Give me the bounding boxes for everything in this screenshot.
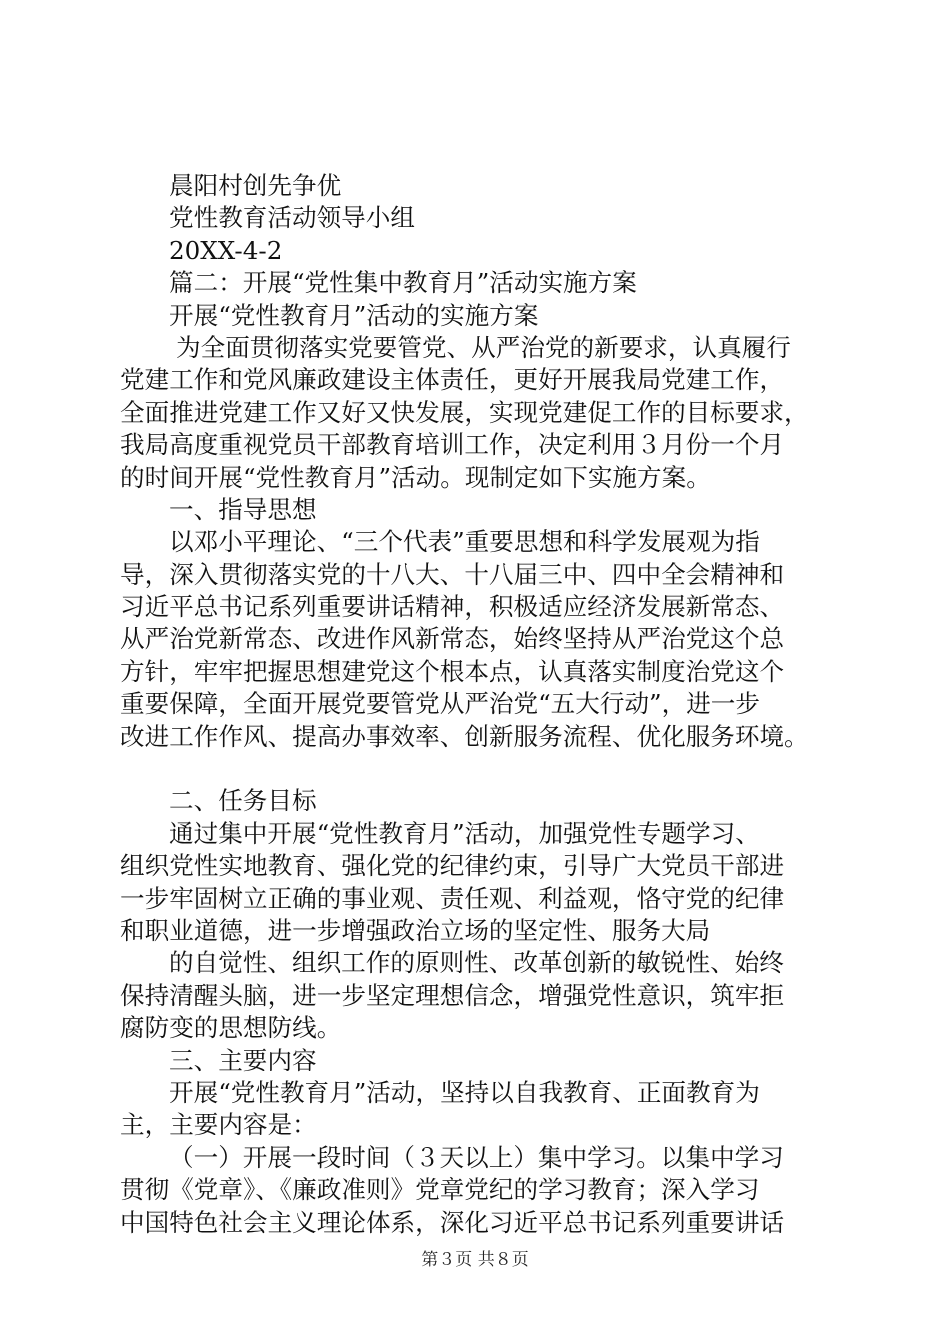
- text-line: 方针，牢牢把握思想建党这个根本点，认真落实制度治党这个: [120, 656, 785, 686]
- text-line: （一）开展一段时间（３天以上）集中学习。以集中学习: [169, 1142, 784, 1172]
- text-line: 党建工作和党风廉政建设主体责任，更好开展我局党建工作，: [120, 365, 785, 395]
- text-line: 20XX-4-2: [169, 235, 283, 265]
- text-line: 习近平总书记系列重要讲话精神，积极适应经济发展新常态、: [120, 592, 785, 622]
- text-line: 贯彻《党章》、《廉政准则》党章党纪的学习教育；深入学习: [120, 1175, 760, 1205]
- text-line: 的时间开展“党性教育月”活动。现制定如下实施方案。: [120, 462, 711, 492]
- text-line: 开展“党性教育月”活动的实施方案: [169, 300, 539, 330]
- text-line: 以邓小平理论、“三个代表”重要思想和科学发展观为指: [169, 527, 760, 557]
- text-line: 晨阳村创先争优: [169, 171, 342, 200]
- text-line: 我局高度重视党员干部教育培训工作，决定利用３月份一个月: [120, 430, 785, 460]
- text-line: 组织党性实地教育、强化党的纪律约束，引导广大党员干部进: [120, 851, 785, 881]
- text-line: 一步牢固树立正确的事业观、责任观、利益观，恪守党的纪律: [120, 883, 785, 913]
- text-line: 从严治党新常态、改进作风新常态，始终坚持从严治党这个总: [120, 624, 785, 654]
- text-line: 保持清醒头脑，进一步坚定理想信念，增强党性意识，筑牢拒: [120, 980, 785, 1010]
- text-line: 二、任务目标: [169, 786, 317, 816]
- document-body: [120, 170, 840, 1239]
- text-line: 篇二：开展“党性集中教育月”活动实施方案: [169, 268, 637, 298]
- text-line: 腐防变的思想防线。: [120, 1013, 342, 1043]
- text-line: 为全面贯彻落实党要管党、从严治党的新要求，认真履行: [176, 332, 791, 362]
- blank-line: [120, 753, 840, 785]
- text-line: 中国特色社会主义理论体系，深化习近平总书记系列重要讲话: [120, 1207, 785, 1237]
- text-line: 开展“党性教育月”活动，坚持以自我教育、正面教育为: [169, 1077, 760, 1107]
- page-number-footer: 第３页 共８页: [421, 1250, 529, 1270]
- text-line: 重要保障，全面开展党要管党从严治党“五大行动”，进一步: [120, 689, 760, 719]
- text-line: 三、主要内容: [169, 1045, 317, 1075]
- text-line: 一、指导思想: [169, 494, 317, 524]
- text-line: 改进工作作风、提高办事效率、创新服务流程、优化服务环境。: [120, 721, 809, 751]
- text-line: 和职业道德，进一步增强政治立场的坚定性、服务大局: [120, 915, 711, 945]
- text-line: 全面推进党建工作又好又快发展，实现党建促工作的目标要求，: [120, 397, 809, 427]
- text-line: 主，主要内容是：: [120, 1110, 317, 1140]
- text-line: 的自觉性、组织工作的原则性、改革创新的敏锐性、始终: [169, 948, 784, 978]
- text-line: 党性教育活动领导小组: [169, 203, 415, 233]
- text-line: 导，深入贯彻落实党的十八大、十八届三中、四中全会精神和: [120, 559, 785, 589]
- text-line: 通过集中开展“党性教育月”活动，加强党性专题学习、: [169, 818, 760, 848]
